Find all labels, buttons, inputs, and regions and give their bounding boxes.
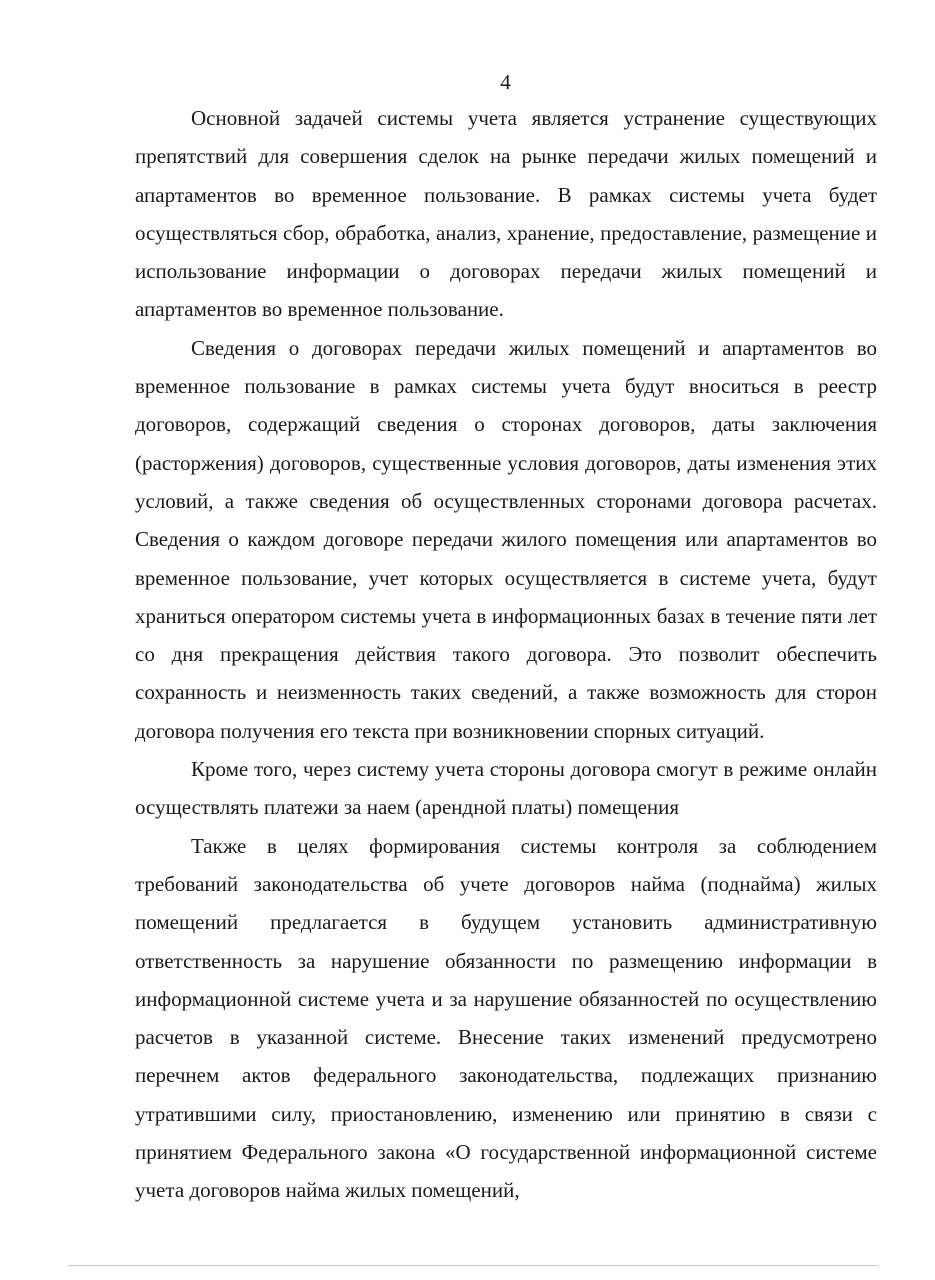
paragraph: Основной задачей системы учета является устранение существующих препятствий для совершения сделок на рынке передачи жилых помещений и апартаментов во временное пользование. В рамках системы учета будет осуществляться сбор, обработка, анализ, хранение, предоставление, размещение и использование информации о договорах передачи жилых помещений и апартаментов во временное пользование. — [135, 106, 877, 322]
paragraph: Также в целях формирования системы контроля за соблюдением требований законодательства об учете договоров найма (поднайма) жилых помещений предлагается в будущем установить административную ответственность за нарушение обязанности по размещению информации в информационной системе учета и за нарушение обязанностей по осуществлению расчетов в указанной системе. Внесение таких изменений предусмотрено перечнем актов федерального законодательства, подлежащих признанию утратившими силу, приостановлению, изменению или принятию в связи с принятием Федерального закона «О государственной информационной системе учета договоров найма жилых помещений, — [135, 833, 877, 1203]
paragraph: Сведения о договорах передачи жилых помещений и апартаментов во временное пользование в рамках системы учета будут вноситься в реестр договоров, содержащий сведения о сторонах договоров, даты заключения (расторжения) договоров, существенные условия договоров, даты изменения этих условий, а также сведения об осуществленных сторонами договора расчетах. Сведения о каждом договоре передачи жилого помещения или апартаментов во временное пользование, учет которых осуществляется в системе учета, будут храниться оператором системы учета в информационных базах в течение пяти лет со дня прекращения действия такого договора. Это позволит обеспечить сохранность и неизменность таких сведений, а также возможность для сторон договора получения его текста при возникновении спорных ситуаций. — [135, 335, 877, 743]
paragraph: Кроме того, через систему учета стороны договора смогут в режиме онлайн осуществлять платежи за наем (арендной платы) помещения — [135, 757, 877, 820]
page-bottom-divider — [68, 1265, 878, 1266]
page-number: 4 — [500, 70, 511, 94]
document-body — [135, 99, 877, 1210]
